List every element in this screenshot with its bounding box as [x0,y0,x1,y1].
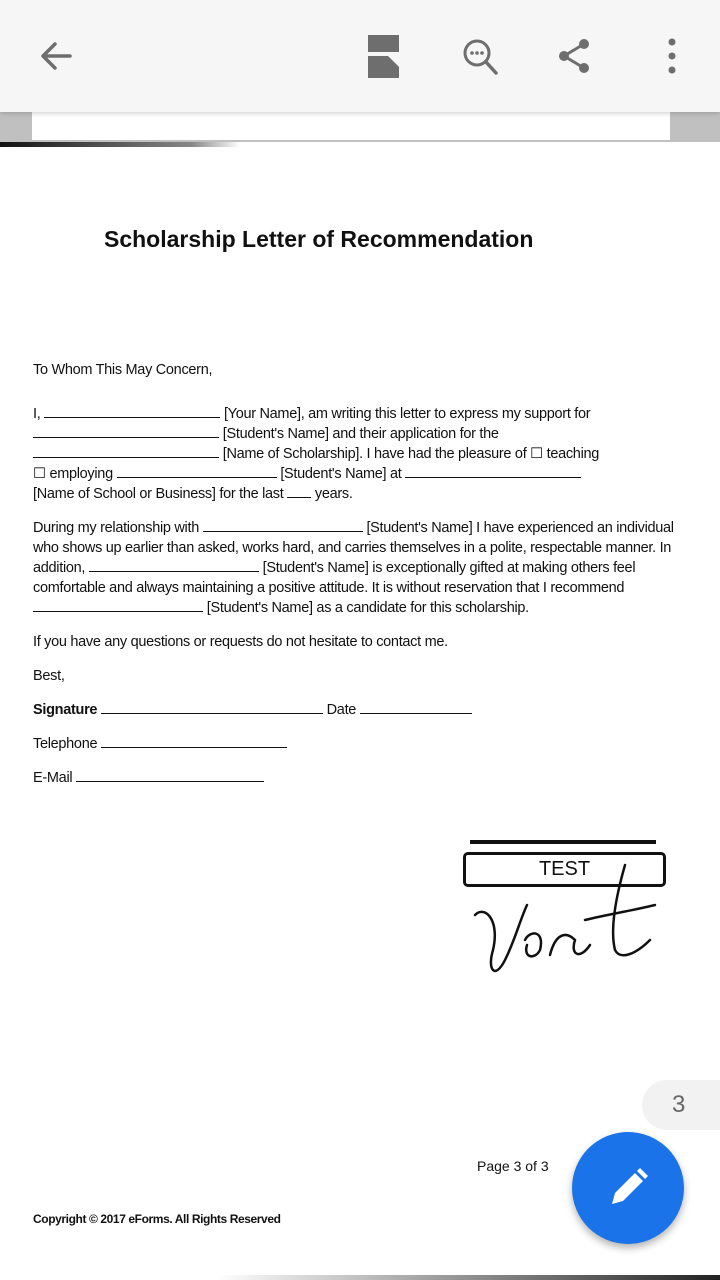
school-name-field[interactable] [405,466,581,478]
text: [Student's Name] and their application for the [222,426,499,442]
signature-line [470,840,656,844]
closing: Best, [33,668,65,684]
text: employing [49,466,113,482]
date-label: Date [326,702,357,718]
text: [Your Name], am writing this letter to express my support for [223,406,591,422]
text: [Student's Name] I have experienced an individual who shows up earlier than asked, works hard, and carries themselves in a polite, respectable manner. In addition, [33,520,674,576]
telephone-label: Telephone [33,736,98,752]
line [33,444,703,464]
telephone-field[interactable] [101,736,287,748]
text: [Student's Name] as a candidate for this scholarship. [206,600,529,616]
pencil-icon [604,1164,652,1212]
line [33,464,703,484]
text: During my relationship with [33,520,199,536]
email-field[interactable] [76,770,264,782]
signature-name-box[interactable]: TEST [463,852,666,887]
student-name-field[interactable] [203,520,363,532]
student-name-field[interactable] [33,426,219,438]
letter-body [33,360,703,802]
back-arrow-icon[interactable] [32,32,80,80]
share-icon[interactable] [550,32,598,80]
telephone-row [33,734,703,754]
text: I, [33,406,41,422]
text: [Student's Name] is exceptionally gifted at making others feel comfortable and always maintaining a positive attitude. It is without reservation that I recommend [33,560,636,596]
document-page[interactable] [0,148,720,1276]
text: [Name of Scholarship]. I have had the pleasure of [222,446,527,462]
line [33,484,703,504]
edit-fab-button[interactable] [572,1132,684,1244]
student-name-field[interactable] [117,466,277,478]
text: teaching [546,446,600,462]
page-footer: Page 3 of 3 [477,1158,549,1174]
line [33,404,703,424]
scholarship-name-field[interactable] [33,446,219,458]
date-field[interactable] [360,702,472,714]
text: [Student's Name] at [280,466,402,482]
years-field[interactable] [287,486,311,498]
email-row [33,768,703,788]
teaching-checkbox[interactable]: ☐ [530,446,543,462]
salutation: To Whom This May Concern, [33,362,213,378]
paragraph-3: If you have any questions or requests do not hesitate to contact me. [33,634,448,650]
page-bottom-edge [0,1275,720,1280]
employing-checkbox[interactable]: ☐ [33,466,46,482]
paragraph-2 [33,518,703,618]
student-name-field[interactable] [89,560,259,572]
signature-label: Signature [33,702,98,718]
search-icon[interactable] [456,32,504,80]
text: [Name of School or Business] for the last [33,486,284,502]
previous-page-strip [0,112,720,142]
page-edge-shadow [0,142,240,147]
page-number-indicator: 3 [642,1080,720,1130]
page-layout-icon[interactable] [360,32,408,80]
your-name-field[interactable] [44,406,220,418]
signature-row [33,700,703,720]
student-name-field[interactable] [33,600,203,612]
text: years. [314,486,353,502]
paragraph-1 [33,404,703,504]
copyright: Copyright © 2017 eForms. All Rights Reserved [33,1212,281,1226]
previous-page-edge[interactable] [32,112,670,140]
more-vert-icon[interactable] [648,32,696,80]
document-title: Scholarship Letter of Recommendation [104,226,534,252]
app-toolbar [0,0,720,112]
line [33,424,703,444]
email-label: E-Mail [33,770,73,786]
signature-field[interactable] [101,702,323,714]
